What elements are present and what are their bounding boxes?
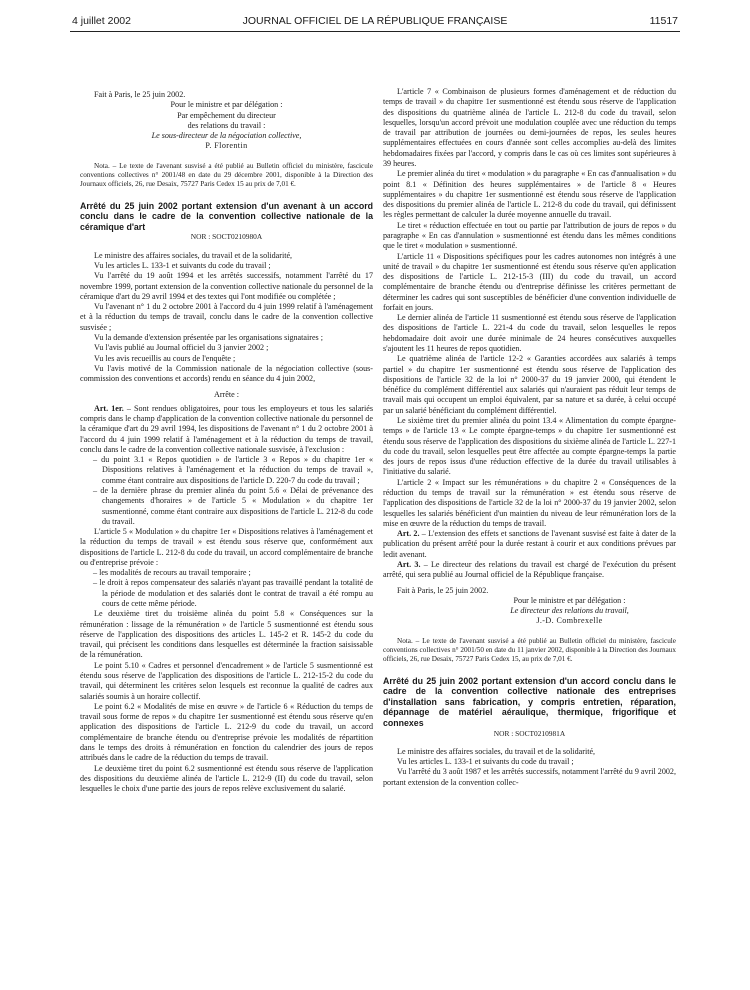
paragraph: L'article 5 « Modulation » du chapitre 1er « Dispositions relatives à l'aménagement et la réduction du temps de travail » est étendu sous réserve que, conformément aux dispositions de l'article L. 212-8 du code du travail, un accord complémentaire de branche ou d'entreprise prévoie : xyxy=(80,527,373,567)
article-2 xyxy=(383,529,676,560)
list-item: – de la dernière phrase du premier alinéa du point 5.6 « Délai de prévenance des changements d'horaires » de l'article 5 « Modulation » du chapitre 1er susmentionné, comme étant contraire aux dispositions de l'article L. 212-8 du code du travail. xyxy=(93,485,373,526)
article-1 xyxy=(80,404,373,455)
article-2-text: – L'extension des effets et sanctions de l'avenant susvisé est faite à dater de la publication du présent arrêté pour la durée restant à courir et aux conditions prévues par ledit avenant. xyxy=(383,529,677,559)
list-item: – les modalités de recours au travail temporaire ; xyxy=(93,568,251,578)
signature-line: des relations du travail : xyxy=(187,120,266,130)
paragraph: Vu la demande d'extension présentée par les organisations signataires ; xyxy=(94,333,323,342)
signature-line: Pour le ministre et par délégation : xyxy=(513,595,626,605)
paragraph: Le dernier alinéa de l'article 11 susmentionné est étendu sous réserve de l'application des dispositions de l'article L. 221-4 du code du travail, selon lesquelles le repos hebdomadaire doit avoir une durée minimale de 24 heures consécutives auxquelles s'ajoutent les 11 heures de repos quotidien. xyxy=(383,313,676,354)
paragraph: Vu l'avis motivé de la Commission nationale de la négociation collective (sous-commission des conventions et accords) rendu en séance du 4 juin 2002, xyxy=(80,363,373,384)
signatory-name: J.-D. Combrexelle xyxy=(536,616,603,626)
decree-title-1: Arrêté du 25 juin 2002 portant extension d'un avenant à un accord conclu dans le cadre de la convention collective nationale de la céramique d'art xyxy=(80,200,373,232)
decree-title-2: Arrêté du 25 juin 2002 portant extension d'un accord conclu dans le cadre de la convention collective nationale des entreprises d'installation sans fabrication, y compris entretien, réparation, dépannage de matériel aéraulique, thermique, frigorifique et connexes xyxy=(383,675,676,728)
signature-block-1 xyxy=(80,90,373,152)
paragraph: L'article 2 « Impact sur les rémunérations » du chapitre 2 « Conséquences de la réduction du temps de travail sur la rémunération » est étendu sous réserve de l'application des dispositions de l'article 32 de la loi n° 2000-37 du 19 janvier 2002, selon lesquelles les salariés bénéficient d'un maintien du niveau de leur rémunération lors de la mise en œuvre de la réduction du temps de travail. xyxy=(383,477,676,528)
signature-place-date: Fait à Paris, le 25 juin 2002. xyxy=(397,585,489,595)
signature-line: Le directeur des relations du travail, xyxy=(510,606,629,616)
header-page-number: 11517 xyxy=(649,15,678,27)
paragraph: Le deuxième tiret du troisième alinéa du point 5.8 « Conséquences sur la rémunération : lissage de la rémunération » de l'article 5 susmentionné est étendu sous réserve de l'application des dispositions des articles L. 145-2 et R. 145-2 du code du travail, qui précisent les conditions dans lesquelles est déterminée la fraction saisissable de la rémunération. xyxy=(80,609,373,660)
signature-line: Le sous-directeur de la négociation collective, xyxy=(151,131,302,141)
arrete-heading: Arrête : xyxy=(214,390,239,400)
paragraph: Le tiret « réduction effectuée en tout ou partie par l'attribution de jours de repos » du paragraphe « En cas d'annulation » susmentionné est étendu dans les mêmes conditions que le tiret « modulation » susmentionné. xyxy=(383,220,676,251)
article-3 xyxy=(383,560,676,581)
paragraph: Vu l'arrêté du 3 août 1987 et les arrêtés successifs, notamment l'arrêté du 9 avril 2002, portant extension de la convention collec- xyxy=(383,767,676,787)
header-date: 4 juillet 2002 xyxy=(72,15,131,27)
list-item: – du point 3.1 « Repos quotidien » de l'article 3 « Repos » du chapitre 1er « Dispositions relatives à l'aménagement et la réduction du temps de travail », comme étant contraire aux dispositions de l'article D. 220-7 du code du travail ; xyxy=(93,455,373,485)
article-3-text: – Le directeur des relations du travail est chargé de l'exécution du présent arrêté, qui sera publié au Journal officiel de la République française. xyxy=(383,559,676,580)
paragraph: Le ministre des affaires sociales, du travail et de la solidarité, xyxy=(397,746,596,756)
paragraph: Le quatrième alinéa de l'article 12-2 « Garanties accordées aux salariés à temps partiel » du chapitre 1er susmentionné est étendu sous réserve de l'application des dispositions de l'article 32 de la loi n° 2000-37 du 19 janvier 2000, qui étendent le bénéfice du complément différentiel aux salariés qui n'auraient pas réduit leur temps de travail mais qui occupent un emploi équivalent, par sa nature et sa durée, à celui occupé par un salarié bénéficiant du complément différentiel. xyxy=(383,354,676,415)
paragraph: Le sixième tiret du premier alinéa du point 13.4 « Alimentation du compte épargne-temps » de l'article 13 « Le compte épargne-temps » du chapitre 1er susmentionné est étendu sous réserve de l'application des dispositions du sixième alinéa de l'article L. 227-1 du code du travail, selon lesquelles peut être affectée au compte épargne-temps la partie des jours de repos issus d'une réduction effective de la durée du travail utilisables à l'initiative du salarié. xyxy=(383,416,676,477)
paragraph: Vu l'avis publié au Journal officiel du 3 janvier 2002 ; xyxy=(94,343,269,353)
header-rule xyxy=(70,31,680,32)
paragraph: Le ministre des affaires sociales, du travail et de la solidarité, xyxy=(94,250,293,260)
signature-line: Par empêchement du directeur xyxy=(177,110,276,120)
paragraph: Vu les articles L. 133-1 et suivants du code du travail ; xyxy=(94,261,271,271)
paragraph: Vu l'arrêté du 19 août 1994 et les arrêtés successifs, notamment l'arrêté du 17 novembre 1999, portant extension de la convention collective nationale du personnel de la céramique d'art du 29 avril 1994 et des textes qui l'ont modifiée ou complétée ; xyxy=(80,271,373,301)
paragraph: Le deuxième tiret du point 6.2 susmentionné est étendu sous réserve de l'application des dispositions du deuxième alinéa de l'article L. 212-9 (II) du code du travail, selon lesquelles le choix d'une partie des jours de repos relève exclusivement du salarié. xyxy=(80,763,373,794)
header-journal-title: JOURNAL OFFICIEL DE LA RÉPUBLIQUE FRANÇAISE xyxy=(242,15,508,27)
paragraph: L'article 11 « Dispositions spécifiques pour les cadres autonomes non intégrés à une unité de travail » du chapitre 1er susmentionné est étendu sous réserve qu'en application des dispositions de l'article L. 212-15-3 (III) du code du travail, un accord complémentaire de branche étendu ou d'entreprise définisse les critères permettant de déterminer les cadres qui sont susceptibles de bénéficier d'une convention individuelle de forfait en jours. xyxy=(383,251,676,312)
article-1-label: Art. 1er. xyxy=(94,403,124,413)
article-2-label: Art. 2. xyxy=(397,529,420,539)
paragraph: Le premier alinéa du tiret « modulation » du paragraphe « En cas d'annualisation » du point 8.1 « Définition des heures supplémentaires » de l'article 8 « Heures supplémentaires » du chapitre 1er susmentionné est étendu sous réserve de l'application des dispositions du premier alinéa de l'article L. 212-8 du code du travail, qui définissent les règles permettant de calculer la durée moyenne annuelle du travail. xyxy=(383,169,676,220)
paragraph: Le point 6.2 « Modalités de mise en œuvre » de l'article 6 « Réduction du temps de travail sous forme de repos » du chapitre 1er susmentionné est étendu sous réserve qu'en application des dispositions de l'article L. 212-9 du code du travail, un accord complémentaire de branche étendu ou d'entreprise prévoie les modalités de répartition dans le temps des droits à rémunération en fonction du calendrier des jours de repos attribués dans le cadre de la réduction du temps de travail. xyxy=(80,701,373,763)
nota-1: Nota. – Le texte de l'avenant susvisé a été publié au Bulletin officiel du ministère, fascicule conventions collectives n° 2001/48 en date du 29 décembre 2001, disponible à la Direction des Journaux officiels, 26, rue Desaix, 75727 Paris Cedex 15 au prix de 7,01 €. xyxy=(80,161,373,188)
right-column xyxy=(383,87,676,788)
paragraph: Vu les avis recueillis au cours de l'enquête ; xyxy=(94,353,236,363)
nor-reference-1: NOR : SOCT0210980A xyxy=(190,232,263,242)
exclusion-list xyxy=(80,455,373,527)
left-column xyxy=(80,90,373,794)
list-item: – le droit à repos compensateur des salariés n'ayant pas travaillé pendant la totalité de la période de modulation et des salariés dont le contrat de travail a été rompu au cours de cette même période. xyxy=(93,578,373,609)
signatory-name: P. Florentin xyxy=(205,141,248,151)
paragraph: Vu l'avenant n° 1 du 2 octobre 2001 à l'accord du 4 juin 1999 relatif à l'aménagement et à la réduction du temps de travail, conclu dans le cadre de la convention collective susvisée ; xyxy=(80,302,373,332)
paragraph: Le point 5.10 « Cadres et personnel d'encadrement » de l'article 5 susmentionné est étendu sous réserve de l'application des dispositions de l'article L. 212-15-2 du code du travail, qui déterminent les critères selon lesquels est reconnue la qualité de cadres aux salariés soumis à un horaire collectif. xyxy=(80,660,373,701)
signature-line: Pour le ministre et par délégation : xyxy=(170,100,283,110)
paragraph: L'article 7 « Combinaison de plusieurs formes d'aménagement et de réduction du temps de travail » du chapitre 1er susmentionné est étendu sous réserve de l'application des dispositions du quatrième alinéa de l'article L. 212-8 du code du travail, selon lesquelles, lorsqu'un accord prévoit une modulation couplée avec une réduction du temps de travail par attribution de journées ou demi-journées de repos, les seules heures supplémentaires effectuées en cours d'année sont celles accomplies au-delà des limites hebdomadaires fixées par l'accord, y compris dans le cas où ces limites sont supérieures à 39 heures. xyxy=(383,87,676,168)
signature-place-date: Fait à Paris, le 25 juin 2002. xyxy=(94,90,186,99)
article-1-text: – Sont rendues obligatoires, pour tous les employeurs et tous les salariés compris dans le champ d'application de la convention collective nationale du personnel de la céramique d'art du 29 avril 1994, les dispositions de l'avenant n° 1 du 2 octobre 2001 à l'accord du 4 juin 1999 relatif à l'aménagement et à la réduction du temps de travail, conclu dans le cadre de la convention collective nationale susvisée, à l'exclusion : xyxy=(80,403,373,454)
nota-2: Nota. – Le texte de l'avenant susvisé a été publié au Bulletin officiel du ministère, fascicule conventions collectives n° 2001/50 en date du 11 janvier 2002, disponible à la Direction des Journaux officiels, 26, rue Desaix, 75727 Paris Cedex 15, au prix de 7,01 €. xyxy=(383,636,676,663)
signature-block-2 xyxy=(383,586,676,627)
article-3-label: Art. 3. xyxy=(397,559,421,569)
paragraph: Vu les articles L. 133-1 et suivants du code du travail ; xyxy=(397,757,574,767)
nor-reference-2: NOR : SOCT0210981A xyxy=(493,728,566,738)
condition-list xyxy=(80,568,373,609)
